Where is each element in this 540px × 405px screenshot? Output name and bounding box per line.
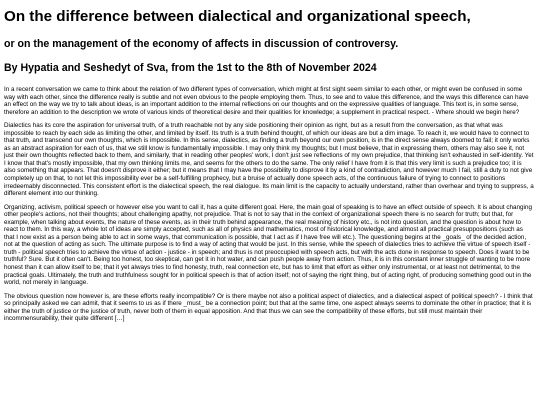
body-paragraph-3: Organizing, activism, political speech or however else you want to call it, has a quite different goal. Here, the main goal of speaking is to have an effect outside of speech. It is about changing other people's actions, not their thoughts; about challenging apathy, not prejudice. That is not to say that in the context of organizational speech there is no search for truth; but that, for example, when talking about events, the nature of these events, as in their truth behind appearance, the real meaning of history etc., is not into question, and the question is about how to react to them. In this way, a whole lot of ideas are simply accepted, such as all of physics and mathematics, most of historical knowledge, and almost all practical presuppositions (such as that I now exist as a person being able to act in some ways, that communication is possible, that I act as if I have free will etc.). The questioning begins at the _goals_ of the decided action, not at the question of acting as such. The ultimate purpose is to find a way of acting that would be just. In this sense, while the speech of dialectics tries to achieve the virtue of speech itself - truth - political speech tries to achieve the virtue of action - justice - in speech; and thus is not preoccupied with speech acts, but with the acts done in response to speech. Does it want to be truthful? Sure. But it often can't. Being too honest, too skeptical, can get it in hot water, and can push people away from action. Thus, it is in this constant inner struggle of wanting to be more honest than it can allow itself to be; that it yet always tries to find honesty, truth, real connection etc, but has to limit that effort as either only instrumental, or at least not detrimental, to the practical goals. Ultimately, the truth and truthfulness sought for in political speech is that of action itself; not of saying the right thing, but of acting right, of producing something good out in the world, not merely in language. (4, 203, 532, 287)
document-byline: By Hypatia and Seshedyt of Sva, from the 1st to the 8th of November 2024 (4, 62, 377, 74)
document-subtitle: or on the management of the economy of affects in discussion of controversy. (4, 38, 399, 50)
document-body (4, 86, 534, 323)
body-paragraph-2: Dialectics has its core the aspiration for universal truth, of a truth reachable not by any side positioning their opinion as right, but as a result from the conversation, as that what was impossible to reach by each side as limiting the other, and limited by itself. Its truth is a truth behind thought, of which our ideas are but a dim image. To reach it, we would have to connect to that truth, and transcend our own thoughts, which is impossible. In this sense, dialectics, as finding a truth beyond our own position, is in the direct sense always doomed to fail; it only works as an abstract aspiration for each of us, that we still know is fundamentally impossible. I may only think my thoughts; but I must believe, that in expressing them, others may also see it, not just their own thoughts reflected back to them, and similarly, that in reading other peoples' work, I don't just see reflections of my own prejudice, that thinking isn't exhausted in self-identity. Yet I know that that's mostly impossible, that my own thinking limits me, and seems for the others to do the same. The only relief I have from it is that this very limit is such a prejudice too; it is also something that appears. That doesn't disprove it either; but it means that I may have the possibility to disprove it by a kind of contradiction, and however much I fail, still a duty to not give completely up on that, to not let this impossibility ever be a self-fulfilling prophecy, but a bruise of actually done speech acts, of the continuous failure of trying to connect to positions irredeemably disconnected. This consistent effort is the dialectical speech, the real dialogue. Its main limit is the capacity to actually understand, rather than overhear and trying to suppress, a different element into our thinking. (4, 122, 534, 198)
body-paragraph-4: The obvious question now however is, are these efforts really incompatible? Or is there maybe not also a political aspect of dialectics, and a dialectical aspect of political speech? - I think that so principally asked we can admit, that it seems to us as if there _must_ be a connection point; but that at the same time, one aspect always seems to dominate the other in practice; that it is either the truth of justice or the justice of truth, never both of them in equal apposition. And that thus we can see the compatibility of these efforts, but still must maintain their incommensurability, their quite different […] (4, 292, 533, 323)
body-paragraph-1: In a recent conversation we came to think about the relation of two different types of conversation, which might at first sight seem similar to each other, or might even be confused in some way with each other, since the difference really is subtle and not even obvious to the people employing them. Thus, to see and to value this difference, and the ways this difference can have an effect on the way we try to talk about ideas, is an important addition to the internal reflections on our thoughts and on the expressive qualities of language. This text is, in some sense, therefore an addition to the description we wrote of various kinds of theoretical desire and their qualities for knowledge; a supplement in practical respect. - Where should we begin here? (4, 86, 529, 116)
document-title: On the difference between dialectical and organizational speech, (4, 8, 471, 25)
